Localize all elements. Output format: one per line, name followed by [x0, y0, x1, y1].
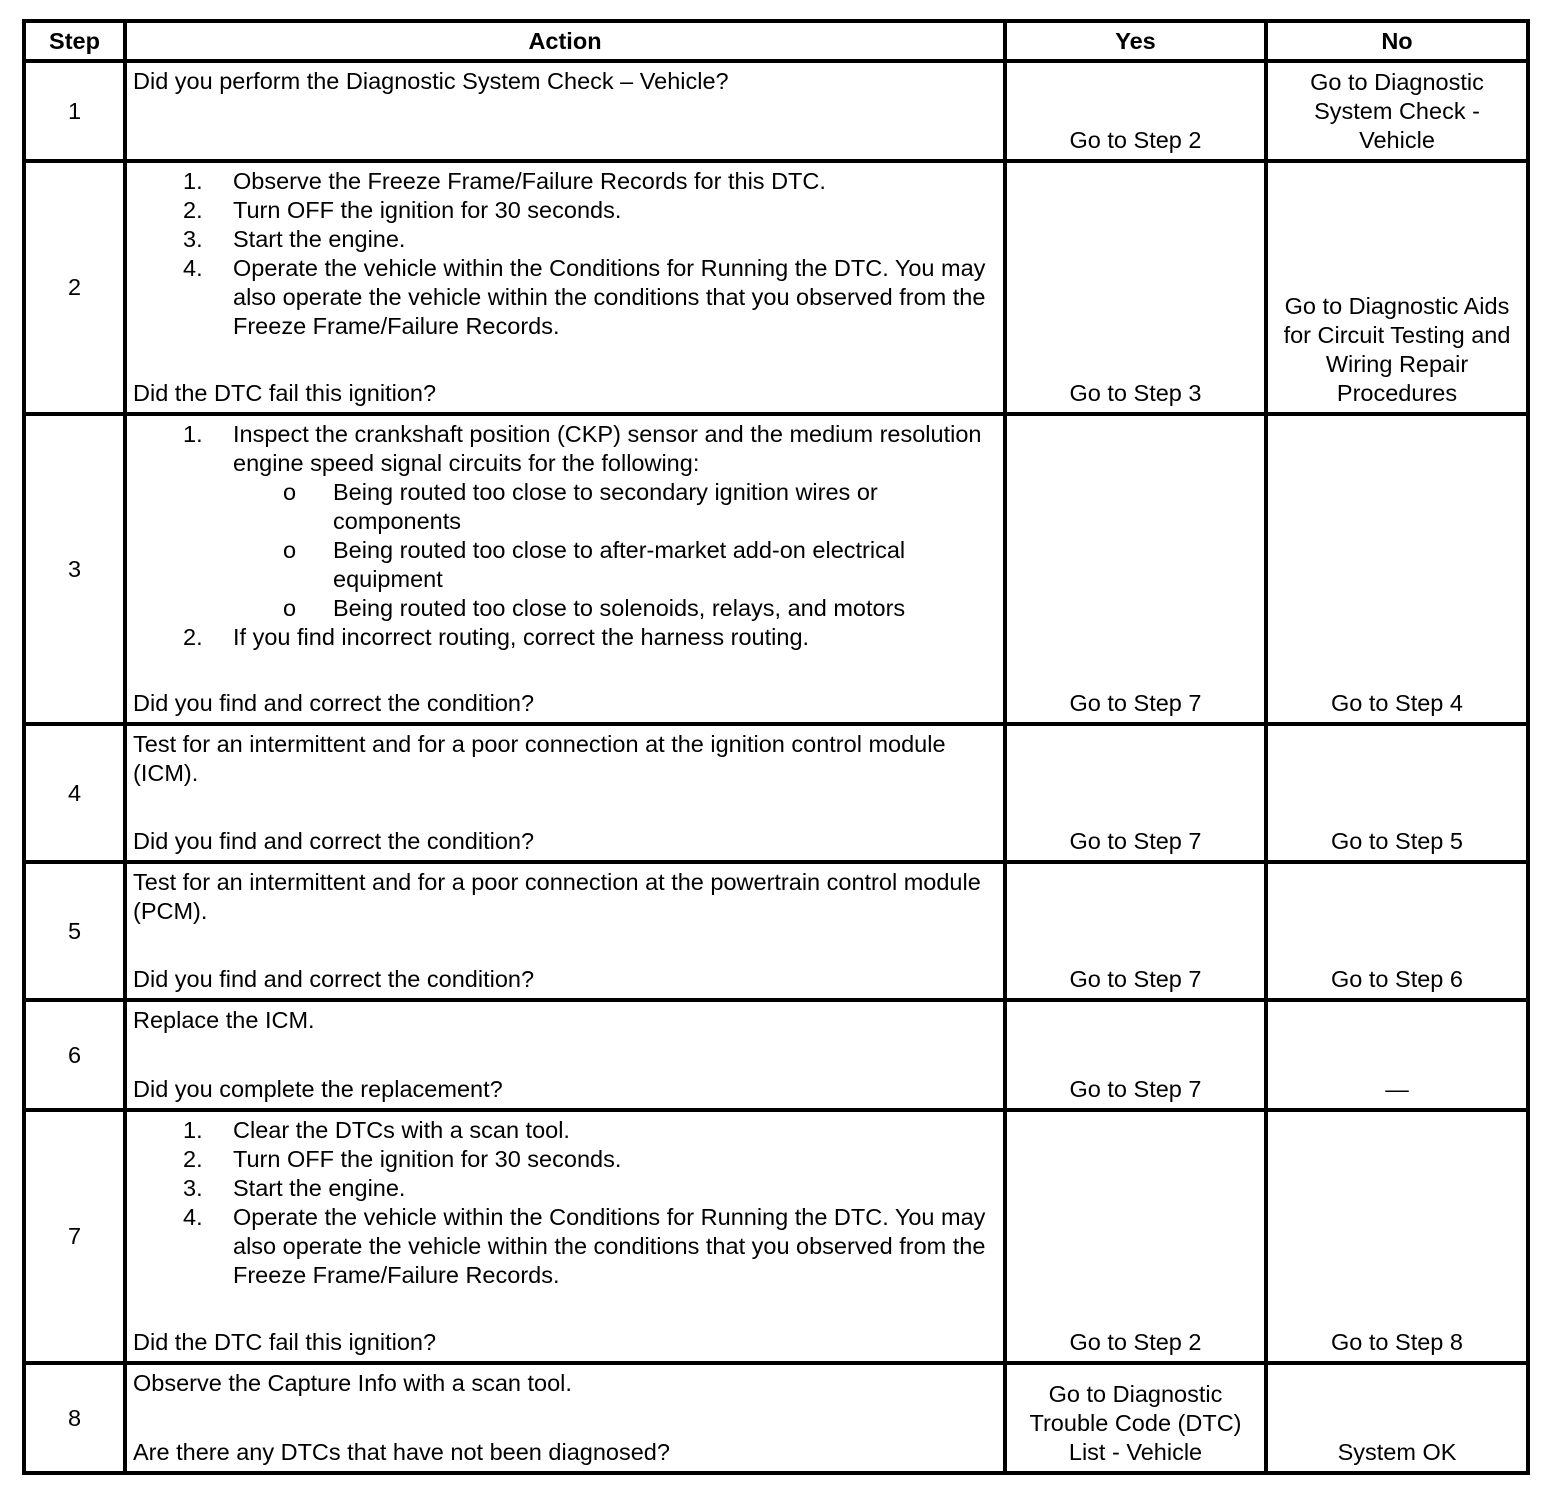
action-intro: Observe the Capture Info with a scan tool.	[133, 1370, 572, 1396]
step-number: 3	[24, 414, 125, 724]
action-cell	[125, 414, 1005, 724]
action-intro: Test for an intermittent and for a poor connection at the ignition control module (ICM).	[133, 731, 946, 786]
action-question: Did the DTC fail this ignition?	[133, 380, 437, 406]
table-row	[24, 1110, 1528, 1363]
numbered-steps	[133, 420, 997, 652]
action-intro: Test for an intermittent and for a poor connection at the powertrain control module (PCM).	[133, 869, 981, 924]
action-question: Did you find and correct the condition?	[133, 690, 535, 716]
list-item: 3. Start the engine.	[183, 226, 406, 252]
no-cell: Go to Step 8	[1266, 1110, 1528, 1363]
table-row	[24, 862, 1528, 1000]
no-cell: —	[1266, 1000, 1528, 1110]
table-row	[24, 414, 1528, 724]
action-cell	[125, 161, 1005, 414]
sub-list-item: o Being routed too close to solenoids, relays, and motors	[283, 595, 906, 621]
list-item: 2. Turn OFF the ignition for 30 seconds.	[183, 197, 622, 223]
header-row	[24, 21, 1528, 61]
step-number: 6	[24, 1000, 125, 1110]
yes-cell: Go to Step 2	[1005, 1110, 1266, 1363]
yes-cell: Go to Step 2	[1005, 61, 1266, 161]
sub-list-item: o Being routed too close to after-market add-on electrical equipment	[283, 537, 906, 592]
table-row	[24, 61, 1528, 161]
diagnostic-table	[22, 19, 1530, 1475]
yes-cell: Go to Diagnostic Trouble Code (DTC) List - Vehicle	[1005, 1363, 1266, 1473]
numbered-steps	[133, 167, 997, 341]
yes-cell: Go to Step 7	[1005, 724, 1266, 862]
yes-cell: Go to Step 7	[1005, 414, 1266, 724]
list-item: 1. Inspect the crankshaft position (CKP) sensor and the medium resolution engine speed signal circuits for the following: o Being routed too close to secondary ignition wires or components o Being routed too close to after-market add-on electrical equipment o Being routed too close to solenoids, relays, and motors	[133, 420, 997, 623]
no-cell: Go to Step 6	[1266, 862, 1528, 1000]
list-item: 3. Start the engine.	[183, 1175, 406, 1201]
header-no: No	[1266, 21, 1528, 61]
action-cell	[125, 862, 1005, 1000]
action-cell	[125, 1110, 1005, 1363]
action-cell	[125, 61, 1005, 161]
action-intro: Replace the ICM.	[133, 1007, 315, 1033]
yes-cell: Go to Step 7	[1005, 862, 1266, 1000]
action-question: Did the DTC fail this ignition?	[133, 1329, 437, 1355]
list-item: 2. Turn OFF the ignition for 30 seconds.	[183, 1146, 622, 1172]
list-item: 4. Operate the vehicle within the Conditions for Running the DTC. You may also operate the vehicle within the conditions that you observed from the Freeze Frame/Failure Records.	[183, 255, 986, 339]
header-action: Action	[125, 21, 1005, 61]
sub-list-item: o Being routed too close to secondary ignition wires or components	[283, 479, 878, 534]
action-intro: Did you perform the Diagnostic System Check – Vehicle?	[133, 68, 729, 94]
step-number: 5	[24, 862, 125, 1000]
header-step: Step	[24, 21, 125, 61]
no-cell: Go to Diagnostic Aids for Circuit Testing and Wiring Repair Procedures	[1266, 161, 1528, 414]
no-cell: Go to Step 4	[1266, 414, 1528, 724]
header-yes: Yes	[1005, 21, 1266, 61]
sub-list	[233, 478, 997, 623]
yes-cell: Go to Step 7	[1005, 1000, 1266, 1110]
action-cell	[125, 724, 1005, 862]
list-item: 1. Clear the DTCs with a scan tool.	[183, 1117, 570, 1143]
table-row	[24, 161, 1528, 414]
list-item: 2. If you find incorrect routing, correct the harness routing.	[183, 624, 810, 650]
step-number: 8	[24, 1363, 125, 1473]
step-number: 7	[24, 1110, 125, 1363]
no-cell: Go to Step 5	[1266, 724, 1528, 862]
list-item: 1. Observe the Freeze Frame/Failure Records for this DTC.	[183, 168, 826, 194]
table-row	[24, 724, 1528, 862]
step-number: 4	[24, 724, 125, 862]
no-cell: System OK	[1266, 1363, 1528, 1473]
action-question: Did you complete the replacement?	[133, 1076, 503, 1102]
action-question: Did you find and correct the condition?	[133, 966, 535, 992]
yes-cell: Go to Step 3	[1005, 161, 1266, 414]
step-number: 1	[24, 61, 125, 161]
action-question: Did you find and correct the condition?	[133, 828, 535, 854]
numbered-steps	[133, 1116, 997, 1290]
table-row	[24, 1363, 1528, 1473]
action-cell	[125, 1363, 1005, 1473]
list-item: 4. Operate the vehicle within the Conditions for Running the DTC. You may also operate the vehicle within the conditions that you observed from the Freeze Frame/Failure Records.	[183, 1204, 986, 1288]
step-number: 2	[24, 161, 125, 414]
action-cell	[125, 1000, 1005, 1110]
action-question: Are there any DTCs that have not been diagnosed?	[133, 1439, 670, 1465]
table-row	[24, 1000, 1528, 1110]
no-cell: Go to Diagnostic System Check - Vehicle	[1266, 61, 1528, 161]
